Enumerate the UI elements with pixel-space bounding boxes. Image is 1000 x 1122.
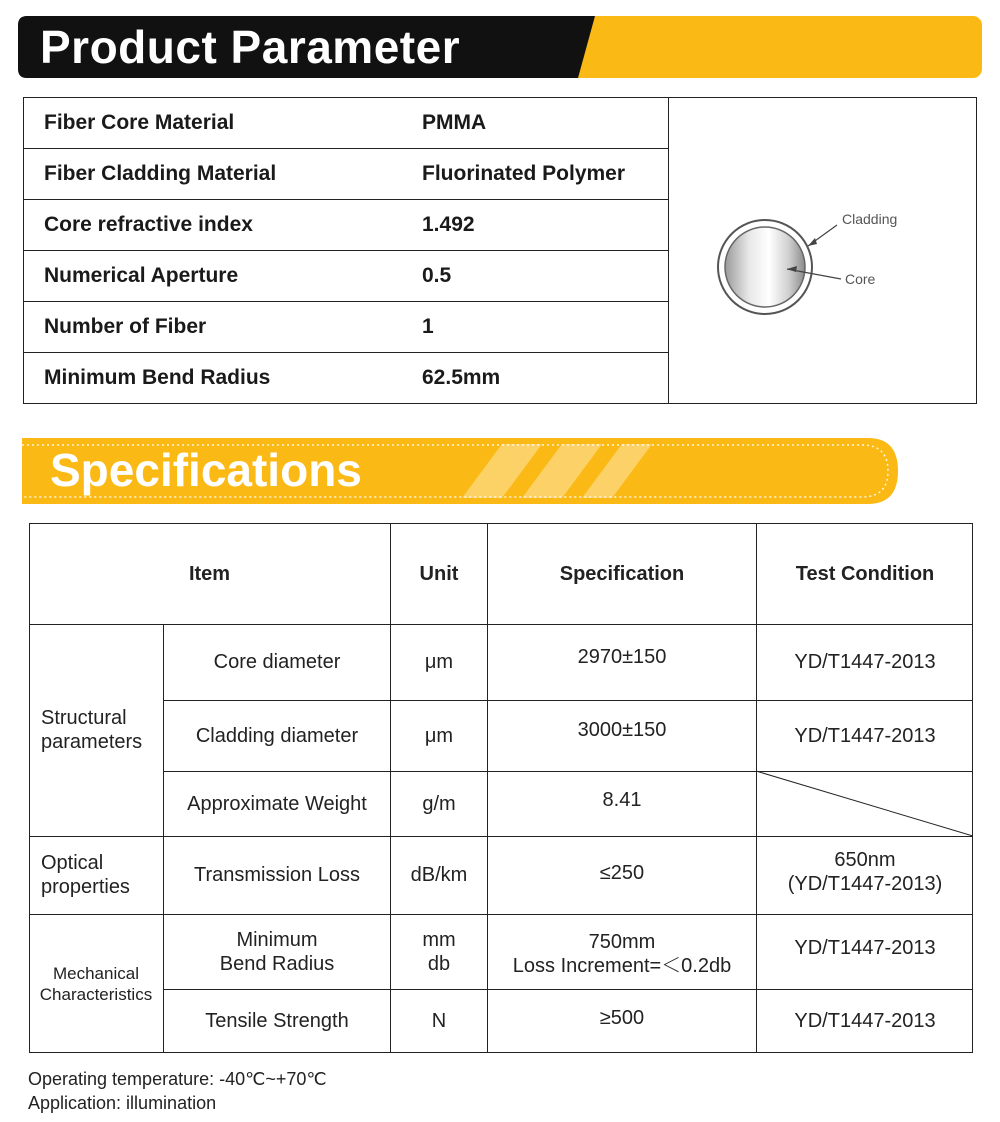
row-unit: μm: [424, 651, 454, 673]
parameter-value: 1.492: [422, 213, 475, 236]
parameter-label: Number of Fiber: [44, 315, 207, 338]
row-test-condition: YD/T1447-2013: [794, 1010, 936, 1032]
row-specification: 3000±150: [577, 719, 667, 741]
parameter-label: Core refractive index: [44, 213, 253, 236]
parameter-value: 62.5mm: [422, 366, 501, 389]
group-label: Mechanical Characteristics: [39, 963, 153, 1004]
group-structural-parameters: [41, 624, 163, 836]
row-item: Tensile Strength: [205, 1010, 349, 1032]
parameter-row: [24, 302, 668, 353]
row-unit: N: [431, 1010, 447, 1032]
row-test-condition: YD/T1447-2013: [794, 724, 936, 747]
cladding-label: Cladding: [842, 211, 898, 227]
row-test-condition: 650nm (YD/T1447-2013): [787, 849, 943, 895]
operating-temperature-note: Operating temperature: -40℃~+70℃: [28, 1069, 327, 1089]
row-item: Cladding diameter: [195, 724, 359, 747]
parameter-row: [24, 98, 668, 149]
header-unit: Unit: [419, 562, 459, 585]
parameter-row: [24, 353, 668, 404]
row-unit: dB/km: [410, 864, 468, 886]
row-test-condition: YD/T1447-2013: [794, 651, 936, 673]
empty-cell-diagonal: [756, 771, 973, 836]
fiber-core: [725, 227, 805, 307]
parameter-label: Minimum Bend Radius: [44, 366, 271, 389]
row-item: Minimum Bend Radius: [219, 928, 335, 975]
product-parameter-title: Product Parameter: [40, 21, 461, 73]
group-mechanical-characteristics: [29, 914, 163, 1053]
parameter-label: Fiber Cladding Material: [44, 162, 277, 185]
parameter-label: Numerical Aperture: [44, 264, 239, 287]
parameter-value: PMMA: [422, 111, 487, 134]
header-test-condition: Test Condition: [795, 562, 935, 585]
row-specification: 750mm Loss Increment=＜0.2db: [512, 931, 732, 977]
row-item: Approximate Weight: [187, 792, 367, 815]
row-unit: g/m: [422, 792, 456, 815]
row-test-condition: YD/T1447-2013: [794, 937, 936, 959]
row-specification: 2970±150: [577, 646, 667, 668]
parameter-value: Fluorinated Polymer: [422, 162, 626, 185]
row-item: Transmission Loss: [194, 864, 360, 886]
row-specification: 8.41: [602, 789, 642, 811]
specifications-banner: [22, 436, 902, 506]
row-unit: mm db: [422, 928, 456, 975]
product-parameter-header: [18, 16, 982, 78]
group-label: Optical properties: [41, 852, 130, 898]
parameter-label: Fiber Core Material: [44, 111, 235, 134]
parameter-value: 0.5: [422, 264, 452, 287]
core-label: Core: [845, 271, 876, 287]
specifications-table: [29, 523, 973, 1053]
parameter-rows: [24, 98, 669, 403]
group-label: Structural parameters: [41, 707, 143, 753]
specifications-title: Specifications: [50, 444, 362, 496]
parameter-row: [24, 200, 668, 251]
parameter-value: 1: [422, 315, 434, 338]
row-specification: ≥500: [599, 1007, 645, 1029]
header-item: Item: [188, 562, 231, 585]
row-item: Core diameter: [213, 651, 341, 673]
fiber-cross-section-diagram: [669, 98, 976, 403]
header-specification: Specification: [559, 562, 685, 585]
group-optical-properties: [41, 836, 163, 914]
row-unit: μm: [424, 724, 454, 747]
parameter-table: [23, 97, 977, 404]
parameter-row: [24, 251, 668, 302]
parameter-row: [24, 149, 668, 200]
row-specification: ≤250: [599, 862, 645, 884]
application-note: Application: illumination: [28, 1093, 217, 1113]
